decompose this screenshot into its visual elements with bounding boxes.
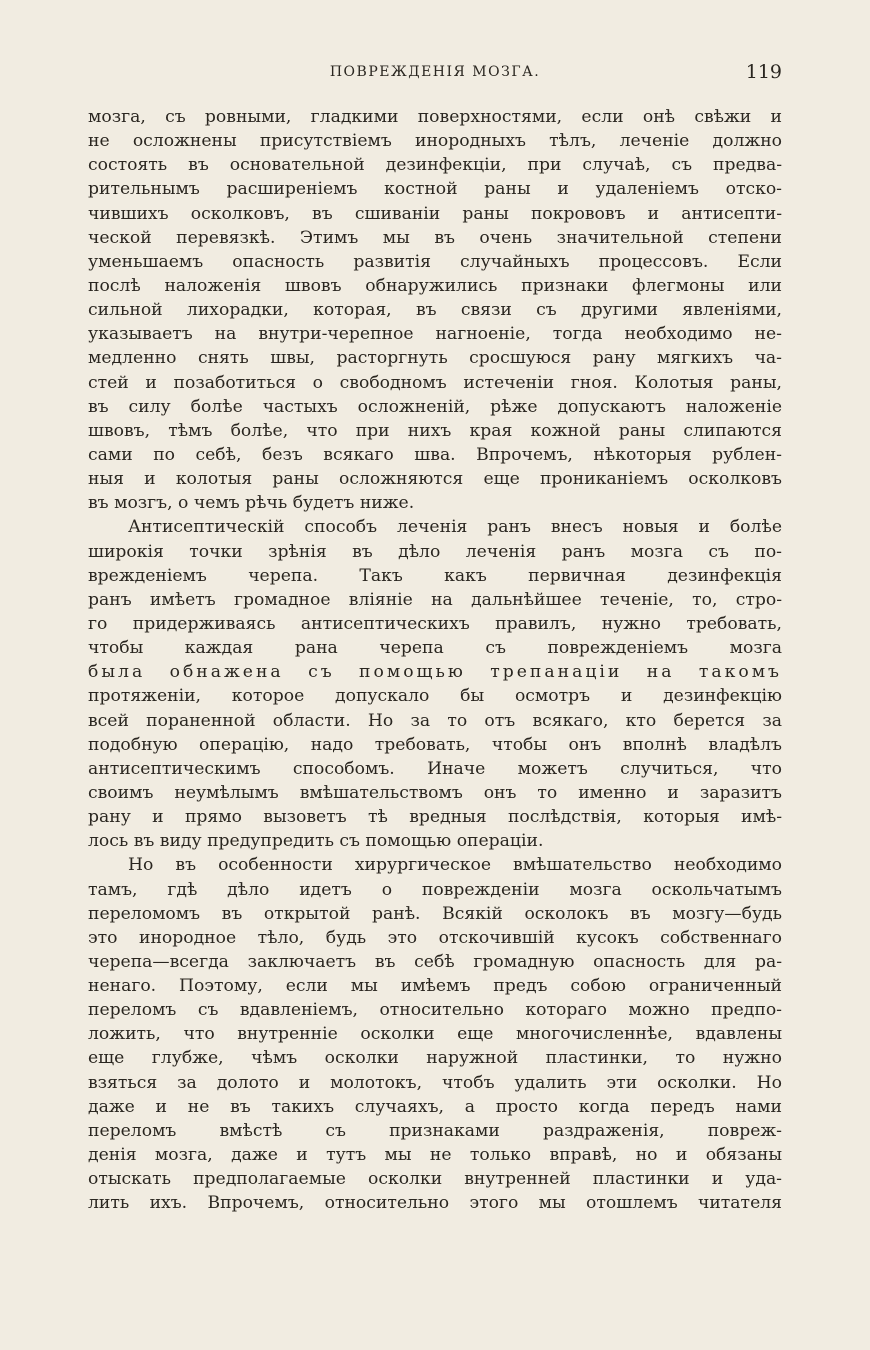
text-line: ненаго. Поэтому, если мы имѣемъ предъ собою ограниченный <box>88 976 782 997</box>
text-line: въ силу болѣе частыхъ осложненій, рѣже допускаютъ наложеніе <box>88 396 782 417</box>
text-line: широкія точки зрѣнія въ дѣло леченія ранъ мозга съ по- <box>88 541 782 562</box>
paragraph-end-line: въ мозгъ, о чемъ рѣчь будетъ ниже. <box>88 493 415 514</box>
paragraph-end-line: лось въ виду предупредить съ помощью операціи. <box>88 831 544 852</box>
text-line: чившихъ осколковъ, въ сшиваніи раны покрововъ и антисепти- <box>88 203 782 224</box>
text-line: сильной лихорадки, которая, въ связи съ другими явленіями, <box>88 300 782 321</box>
text-line: го придерживаясь антисептическихъ правилъ, нужно требовать, <box>88 613 782 634</box>
text-line: переломъ съ вдавленіемъ, относительно котораго можно предпо- <box>88 1000 782 1021</box>
text-line: это инородное тѣло, будь это отскочившій кусокъ собственнаго <box>88 927 782 948</box>
text-line: еще глубже, чѣмъ осколки наружной пластинки, то нужно <box>88 1048 782 1069</box>
text-line: денія мозга, даже и тутъ мы не только вправѣ, но и обязаны <box>88 1145 782 1166</box>
text-line: черепа—всегда заключаетъ въ себѣ громадную опасность для ра- <box>88 951 782 972</box>
text-line: стей и позаботиться о свободномъ истеченіи гноя. Колотыя раны, <box>88 372 782 393</box>
text-line: швовъ, тѣмъ болѣе, что при нихъ края кожной раны слипаются <box>88 420 782 441</box>
text-line: указываетъ на внутри-черепное нагноеніе, тогда необходимо не- <box>88 324 782 345</box>
text-line: подобную операцію, надо требовать, чтобы онъ вполнѣ владѣлъ <box>88 734 782 755</box>
text-line: была обнажена съ помощью трепанаціи на такомъ <box>88 662 782 683</box>
text-line: послѣ наложенія швовъ обнаружились признаки флегмоны или <box>88 275 782 296</box>
text-line: рану и прямо вызоветъ тѣ вредныя послѣдствія, которыя имѣ- <box>88 807 782 828</box>
text-line: протяженіи, которое допускало бы осмотръ и дезинфекцію <box>88 686 782 707</box>
text-line: тамъ, гдѣ дѣло идетъ о поврежденіи мозга оскольчатымъ <box>88 879 782 900</box>
text-line: чтобы каждая рана черепа съ поврежденіемъ мозга <box>88 638 782 659</box>
paragraph-start-line: Но въ особенности хирургическое вмѣшательство необходимо <box>128 855 782 876</box>
running-title: ПОВРЕЖДЕНІЯ МОЗГА. <box>329 64 541 80</box>
text-line: мозга, съ ровными, гладкими поверхностями, если онѣ свѣжи и <box>88 107 782 127</box>
page-number: 119 <box>745 61 782 83</box>
text-line: лить ихъ. Впрочемъ, относительно этого мы отошлемъ читателя <box>88 1193 782 1214</box>
text-line: всей пораненной области. Но за то отъ всякаго, кто берется за <box>88 710 782 731</box>
text-line: не осложнены присутствіемъ инородныхъ тѣлъ, леченіе должно <box>88 131 782 152</box>
text-line: медленно снять швы, расторгнуть сросшуюся рану мягкихъ ча- <box>88 348 782 369</box>
text-line: состоять въ основательной дезинфекціи, при случаѣ, съ предва- <box>88 155 782 176</box>
text-line: ранъ имѣетъ громадное вліяніе на дальнѣйшее теченіе, то, стро- <box>88 589 782 610</box>
text-line: антисептическимъ способомъ. Иначе можетъ случиться, что <box>88 758 782 779</box>
text-line: рительнымъ расширеніемъ костной раны и удаленіемъ отско- <box>88 179 782 200</box>
body-text <box>88 105 782 1215</box>
text-line: переломомъ въ открытой ранѣ. Всякій осколокъ въ мозгу—будь <box>88 903 782 924</box>
text-line: даже и не въ такихъ случаяхъ, а просто когда передъ нами <box>88 1096 782 1117</box>
text-line: врежденіемъ черепа. Такъ какъ первичная дезинфекція <box>88 565 782 586</box>
page-header <box>88 60 782 84</box>
text-line: ческой перевязкѣ. Этимъ мы въ очень значительной степени <box>88 227 782 248</box>
text-line: сами по себѣ, безъ всякаго шва. Впрочемъ, нѣкоторыя рублен- <box>88 444 782 465</box>
text-line: своимъ неумѣлымъ вмѣшательствомъ онъ то именно и заразитъ <box>88 782 782 803</box>
text-line: ныя и колотыя раны осложняются еще прониканіемъ осколковъ <box>88 469 782 490</box>
text-line: уменьшаемъ опасность развитія случайныхъ процессовъ. Если <box>88 251 782 272</box>
text-line: ложить, что внутренніе осколки еще многочисленнѣе, вдавлены <box>88 1024 782 1045</box>
text-line: взяться за долото и молотокъ, чтобъ удалить эти осколки. Но <box>88 1072 782 1093</box>
text-line: переломъ вмѣстѣ съ признаками раздраженія, повреж- <box>88 1120 782 1141</box>
text-line: отыскать предполагаемые осколки внутренней пластинки и уда- <box>88 1169 782 1190</box>
paragraph-start-line: Антисептическій способъ леченія ранъ внесъ новыя и болѣе <box>128 517 782 538</box>
